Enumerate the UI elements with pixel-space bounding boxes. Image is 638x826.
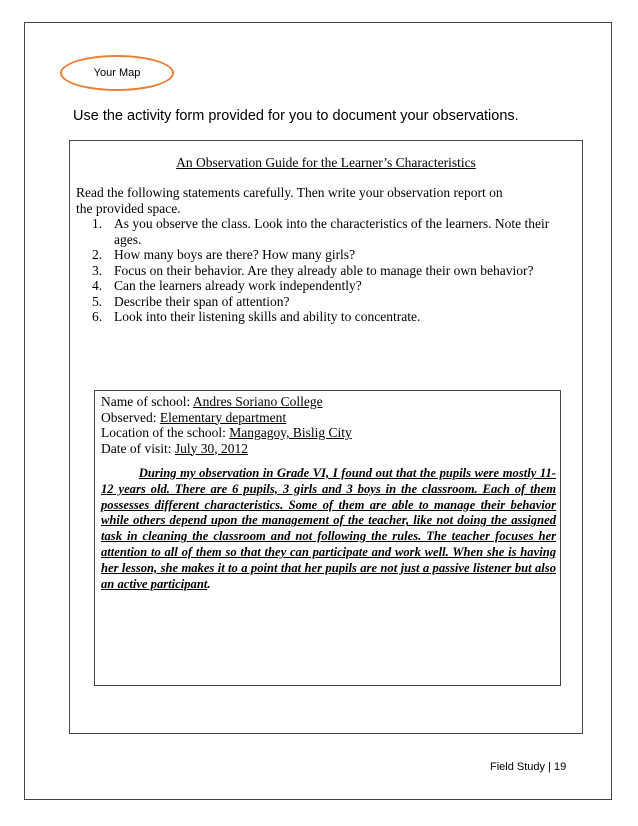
guide-title: An Observation Guide for the Learner’s Characteristics	[176, 155, 476, 170]
narrative-text: During my observation in Grade VI, I found out that the pupils were mostly 11-12 years old. There are 6 pupils, 3 girls and 3 boys in the classroom. Each of them possesses different characteristics. Some of them are able to manage their behavior while others depend upon the management of the teacher, like not doing the assigned task in cleaning the classroom and not following the rules. The teacher focuses her attention to all of them so that they can participate and work well. When she is having her lesson, she makes it to a point that her pupils are not just a passive listener but also an active participant	[101, 466, 556, 591]
observed-label: Observed:	[101, 409, 157, 425]
list-item	[92, 294, 578, 310]
guide-intro-line1: Read the following statements carefully. Then write your observation report on	[76, 185, 503, 200]
list-item-number: 2.	[92, 247, 103, 262]
report-info	[101, 394, 352, 456]
your-map-label: Your Map	[93, 67, 141, 79]
list-item-number: 5.	[92, 293, 103, 309]
observed-value: Elementary department	[159, 409, 287, 425]
date-label: Date of visit:	[101, 440, 172, 456]
school-value: Andres Soriano College	[192, 394, 323, 409]
date-row	[101, 441, 352, 457]
date-value: July 30, 2012	[174, 440, 249, 456]
list-item	[92, 309, 578, 325]
school-row	[101, 394, 352, 410]
instruction-text: Use the activity form provided for you to document your observations.	[73, 108, 519, 124]
list-item-number: 1.	[92, 216, 103, 231]
list-item-number: 3.	[92, 262, 103, 278]
list-item-text: As you observe the class. Look into the characteristics of the learners. Note their ages.	[114, 216, 550, 247]
list-item	[92, 216, 578, 247]
list-item	[92, 263, 578, 279]
list-item-text: Look into their listening skills and ability to concentrate.	[114, 309, 421, 324]
school-label: Name of school:	[101, 394, 191, 409]
list-item-text: Can the learners already work independently?	[114, 278, 362, 293]
list-item-number: 4.	[92, 278, 103, 293]
list-item-text: Focus on their behavior. Are they already able to manage their own behavior?	[114, 262, 534, 278]
page-footer: Field Study | 19	[490, 761, 567, 773]
guide-intro	[76, 185, 566, 216]
guide-intro-line2: the provided space.	[76, 200, 181, 216]
observed-row	[101, 410, 352, 426]
narrative-end: .	[207, 576, 211, 591]
location-row	[101, 425, 352, 441]
location-label: Location of the school:	[101, 425, 226, 440]
observation-report-box	[94, 390, 561, 686]
list-item-text: How many boys are there? How many girls?	[114, 247, 356, 262]
list-item-number: 6.	[92, 309, 103, 324]
list-item-text: Describe their span of attention?	[114, 293, 290, 309]
observation-narrative	[101, 466, 556, 592]
your-map-badge	[60, 55, 174, 91]
location-value: Mangagoy, Bislig City	[229, 425, 352, 440]
list-item	[92, 247, 578, 263]
list-item	[92, 278, 578, 294]
guide-list	[92, 216, 578, 325]
